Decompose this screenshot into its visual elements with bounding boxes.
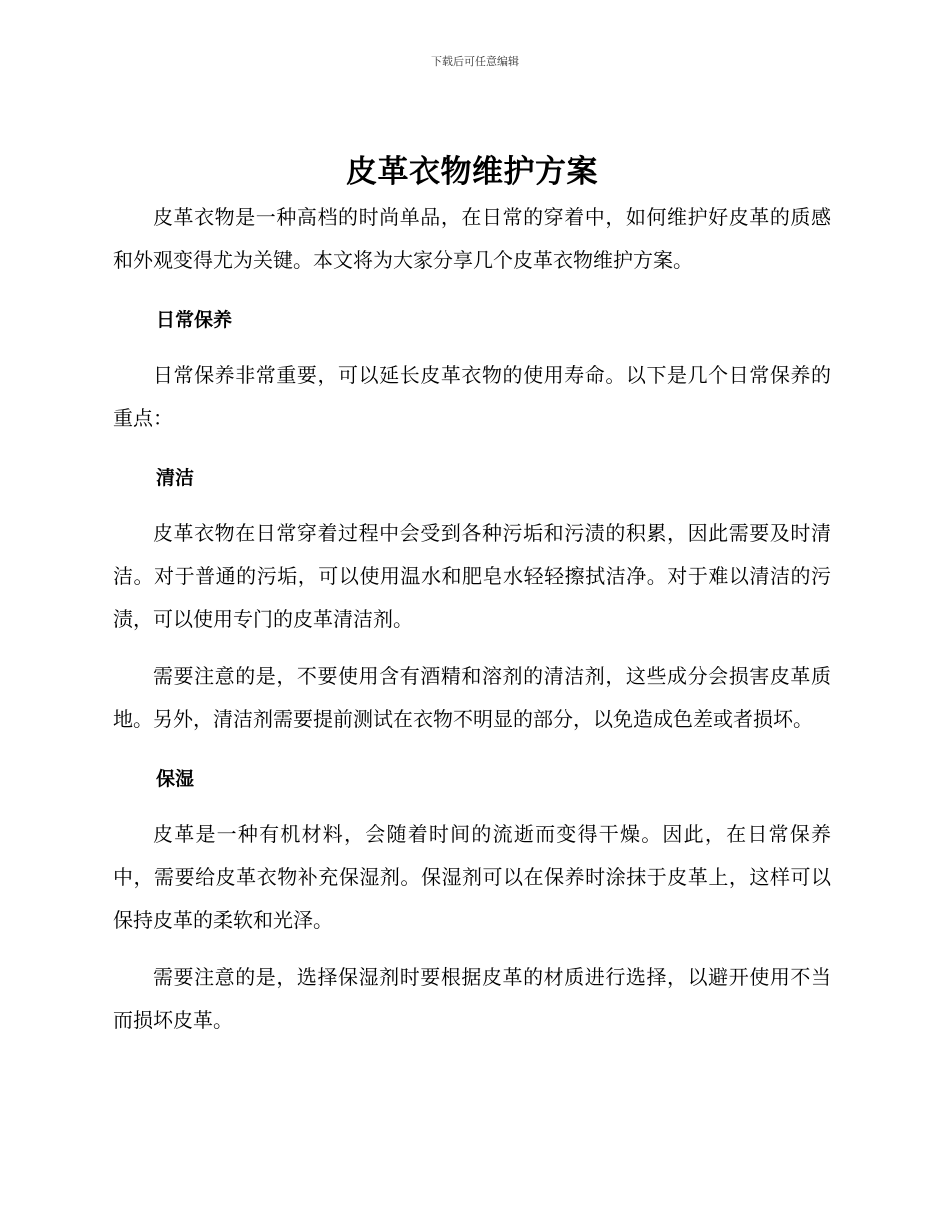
section-heading-cleaning: 清洁	[156, 467, 195, 489]
document-body	[113, 152, 831, 1056]
moisturizing-paragraph-1: 皮革是一种有机材料，会随着时间的流逝而变得干燥。因此，在日常保养中，需要给皮革衣物补充保湿剂。保湿剂可以在保养时涂抹于皮革上，这样可以保持皮革的柔软和光泽。	[113, 822, 831, 932]
document-title: 皮革衣物维护方案	[346, 154, 598, 190]
cleaning-paragraph-1: 皮革衣物在日常穿着过程中会受到各种污垢和污渍的积累，因此需要及时清洁。对于普通的污垢，可以使用温水和肥皂水轻轻擦拭洁净。对于难以清洁的污渍，可以使用专门的皮革清洁剂。	[113, 521, 831, 631]
moisturizing-paragraph-2: 需要注意的是，选择保湿剂时要根据皮革的材质进行选择，以避开使用不当而损坏皮革。	[113, 965, 831, 1032]
section-heading-daily-care: 日常保养	[156, 309, 233, 331]
daily-care-paragraph: 日常保养非常重要，可以延长皮革衣物的使用寿命。以下是几个日常保养的重点：	[113, 363, 831, 430]
intro-paragraph: 皮革衣物是一种高档的时尚单品，在日常的穿着中，如何维护好皮革的质感和外观变得尤为关键。本文将为大家分享几个皮革衣物维护方案。	[113, 205, 831, 272]
section-heading-moisturizing: 保湿	[156, 768, 195, 790]
cleaning-paragraph-2: 需要注意的是，不要使用含有酒精和溶剂的清洁剂，这些成分会损害皮革质地。另外，清洁剂需要提前测试在衣物不明显的部分，以免造成色差或者损坏。	[113, 664, 831, 731]
header-note: 下载后可任意编辑	[431, 55, 519, 68]
